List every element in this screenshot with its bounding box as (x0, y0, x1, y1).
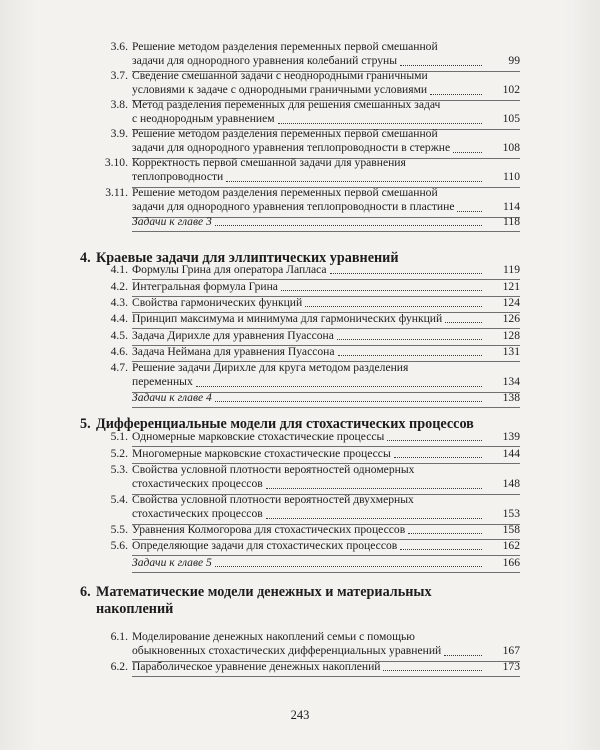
page-ref: 119 (503, 262, 520, 276)
section-number: 5.6. (110, 539, 128, 552)
dot-leader (330, 273, 482, 274)
chapter-number: 5. (80, 416, 91, 432)
entry-body (132, 556, 520, 570)
page-number: 243 (290, 708, 310, 722)
section-number: 6.1. (110, 630, 128, 643)
entry-title: Свойства условной плотности вероятностей одномерных (132, 463, 415, 476)
dot-leader (394, 457, 482, 458)
page-ref: 162 (502, 538, 520, 552)
entry-title: Задача Дирихле для уравнения Пуассона (132, 328, 334, 342)
entry-title: переменных (132, 375, 193, 389)
entry-body (132, 127, 520, 156)
page-ref: 118 (503, 214, 520, 228)
dot-leader (196, 386, 482, 387)
entry-title: Многомерные марковские стохастические процессы (132, 446, 391, 460)
entry-line (132, 329, 520, 343)
page-ref: 124 (502, 295, 520, 309)
page-ref: 114 (503, 200, 520, 214)
section-number: 3.7. (110, 69, 128, 82)
entry-line (132, 141, 520, 155)
entry-line (132, 112, 520, 126)
entry-title: Задачи к главе 5 (132, 555, 212, 569)
section-number: 4.3. (110, 296, 128, 309)
chapter-title-continued: накоплений (96, 601, 174, 617)
entry-title: Сведение смешанной задачи с неоднородными граничными (132, 69, 428, 82)
dot-leader (400, 549, 482, 550)
dot-leader (387, 440, 482, 441)
dot-leader (266, 488, 482, 489)
entry-body (132, 630, 520, 659)
section-number: 5.3. (110, 463, 128, 476)
entry-line (132, 170, 520, 184)
section-number: 5.2. (110, 447, 128, 460)
entry-title: задачи для однородного уравнения колебаний струны (132, 54, 398, 68)
section-number: 4.7. (110, 361, 128, 374)
entry-line (132, 630, 520, 644)
dot-leader (337, 339, 482, 340)
dot-leader (453, 152, 482, 153)
entry-title: Параболическое уравнение денежных накоплений (132, 659, 381, 673)
entry-line (132, 98, 520, 112)
section-number: 4.1. (110, 263, 128, 276)
chapter-title: Математические модели денежных и материальных (96, 584, 432, 600)
section-number: 4.5. (110, 329, 128, 342)
page-ref: 166 (502, 555, 520, 569)
entry-body (132, 263, 520, 277)
entry-body (132, 215, 520, 229)
page-ref: 105 (502, 112, 520, 126)
page-ref: 126 (502, 311, 520, 325)
entry-title: теплопроводности (132, 170, 224, 184)
divider (132, 572, 520, 573)
page-ref: 139 (502, 429, 520, 443)
divider (132, 676, 520, 677)
entry-title: задачи для однородного уравнения теплопроводности в пластине (132, 200, 455, 214)
dot-leader (457, 211, 482, 212)
page-ref: 108 (502, 141, 520, 155)
entry-line (132, 493, 520, 507)
entry-title: Корректность первой смешанной задачи для уравнения (132, 156, 406, 169)
section-number: 5.5. (110, 523, 128, 536)
entry-line (132, 391, 520, 405)
dot-leader (215, 566, 482, 567)
chapter-title: Краевые задачи для эллиптических уравнений (96, 250, 399, 266)
page-ref: 99 (508, 54, 520, 68)
entry-title: Задача Неймана для уравнения Пуассона (132, 344, 335, 358)
page-ref: 153 (502, 507, 520, 521)
section-number: 3.8. (110, 98, 128, 111)
entry-line (132, 186, 520, 200)
entry-body (132, 40, 520, 69)
entry-body (132, 296, 520, 310)
entry-line (132, 430, 520, 444)
entry-line (132, 539, 520, 553)
entry-body (132, 156, 520, 185)
entry-body (132, 186, 520, 215)
entry-line (132, 644, 520, 658)
section-number: 3.11. (105, 186, 128, 199)
section-number: 5.4. (110, 493, 128, 506)
dot-leader (408, 533, 482, 534)
entry-body (132, 98, 520, 127)
entry-body (132, 660, 520, 674)
dot-leader (400, 65, 482, 66)
dot-leader (266, 518, 482, 519)
entry-line (132, 660, 520, 674)
page-ref: 102 (502, 83, 520, 97)
entry-title: стохастических процессов (132, 507, 263, 521)
section-number: 3.10. (104, 156, 128, 169)
entry-body (132, 312, 520, 326)
entry-body (132, 391, 520, 405)
entry-line (132, 312, 520, 326)
entry-body (132, 345, 520, 359)
page-ref: 167 (502, 644, 520, 658)
entry-title: Задачи к главе 3 (132, 214, 212, 228)
entry-line (132, 280, 520, 294)
page-ref: 138 (502, 390, 520, 404)
dot-leader (383, 670, 482, 671)
page-ref: 131 (502, 344, 520, 358)
entry-body (132, 493, 520, 522)
entry-title: Свойства условной плотности вероятностей двухмерных (132, 493, 414, 506)
entry-body (132, 523, 520, 537)
entry-line (132, 40, 520, 54)
entry-line (132, 556, 520, 570)
entry-body (132, 361, 520, 390)
entry-title: обыкновенных стохастических дифференциальных уравнений (132, 644, 442, 658)
entry-line (132, 54, 520, 68)
page-ref: 158 (502, 522, 520, 536)
section-number: 3.6. (110, 40, 128, 53)
entry-title: стохастических процессов (132, 477, 263, 491)
entry-title: Определяющие задачи для стохастических процессов (132, 538, 398, 552)
entry-body (132, 430, 520, 444)
entry-title: Принцип максимума и минимума для гармонических функций (132, 311, 443, 325)
chapter-6-heading (80, 584, 432, 618)
entry-title: Решение методом разделения переменных первой смешанной (132, 186, 438, 199)
entry-title: условиями к задаче с однородными граничными условиями (132, 83, 428, 97)
entry-title: Метод разделения переменных для решения смешанных задач (132, 98, 441, 111)
dot-leader (338, 355, 482, 356)
entry-line (132, 523, 520, 537)
entry-title: с неоднородным уравнением (132, 112, 275, 126)
page-ref: 110 (503, 170, 520, 184)
section-number: 4.6. (110, 345, 128, 358)
entry-line (132, 507, 520, 521)
dot-leader (430, 94, 482, 95)
entry-line (132, 345, 520, 359)
dot-leader (215, 401, 482, 402)
dot-leader (278, 123, 482, 124)
dot-leader (215, 225, 482, 226)
entry-title: Уравнения Колмогорова для стохастических процессов (132, 522, 406, 536)
dot-leader (305, 306, 482, 307)
entry-line (132, 215, 520, 229)
entry-line (132, 127, 520, 141)
entry-body (132, 280, 520, 294)
entry-body (132, 539, 520, 553)
entry-body (132, 463, 520, 492)
entry-line (132, 156, 520, 170)
dot-leader (281, 290, 482, 291)
dot-leader (444, 655, 482, 656)
page-ref: 144 (502, 446, 520, 460)
divider (132, 407, 520, 408)
entry-title: Решение задачи Дирихле для круга методом разделения (132, 361, 409, 374)
entry-line (132, 83, 520, 97)
entry-title: Формулы Грина для оператора Лапласа (132, 262, 327, 276)
page-ref: 134 (502, 375, 520, 389)
entry-title: Интегральная формула Грина (132, 279, 278, 293)
section-number: 4.2. (110, 280, 128, 293)
entry-title: Решение методом разделения переменных первой смешанной (132, 40, 438, 53)
entry-line (132, 463, 520, 477)
section-number: 3.9. (110, 127, 128, 140)
section-number: 4.4. (110, 312, 128, 325)
chapter-title: Дифференциальные модели для стохастических процессов (96, 416, 474, 432)
entry-line (132, 200, 520, 214)
entry-title: Моделирование денежных накоплений семьи с помощью (132, 630, 415, 643)
entry-body (132, 329, 520, 343)
entry-line (132, 375, 520, 389)
entry-title: задачи для однородного уравнения теплопроводности в стержне (132, 141, 451, 155)
entry-body (132, 447, 520, 461)
chapter-number: 4. (80, 250, 91, 266)
section-number: 5.1. (110, 430, 128, 443)
section-number: 6.2. (110, 660, 128, 673)
entry-line (132, 477, 520, 491)
dot-leader (226, 181, 482, 182)
page-ref: 173 (502, 659, 520, 673)
page-ref: 148 (502, 477, 520, 491)
dot-leader (445, 322, 482, 323)
chapter-number: 6. (80, 584, 91, 600)
entry-title: Задачи к главе 4 (132, 390, 212, 404)
entry-title: Решение методом разделения переменных первой смешанной (132, 127, 438, 140)
entry-body (132, 69, 520, 98)
entry-line (132, 361, 520, 375)
divider (132, 231, 520, 232)
entry-line (132, 296, 520, 310)
entry-line (132, 69, 520, 83)
entry-title: Одномерные марковские стохастические процессы (132, 429, 385, 443)
entry-title: Свойства гармонических функций (132, 295, 303, 309)
page-ref: 128 (502, 328, 520, 342)
entry-line (132, 263, 520, 277)
entry-line (132, 447, 520, 461)
page-ref: 121 (502, 279, 520, 293)
